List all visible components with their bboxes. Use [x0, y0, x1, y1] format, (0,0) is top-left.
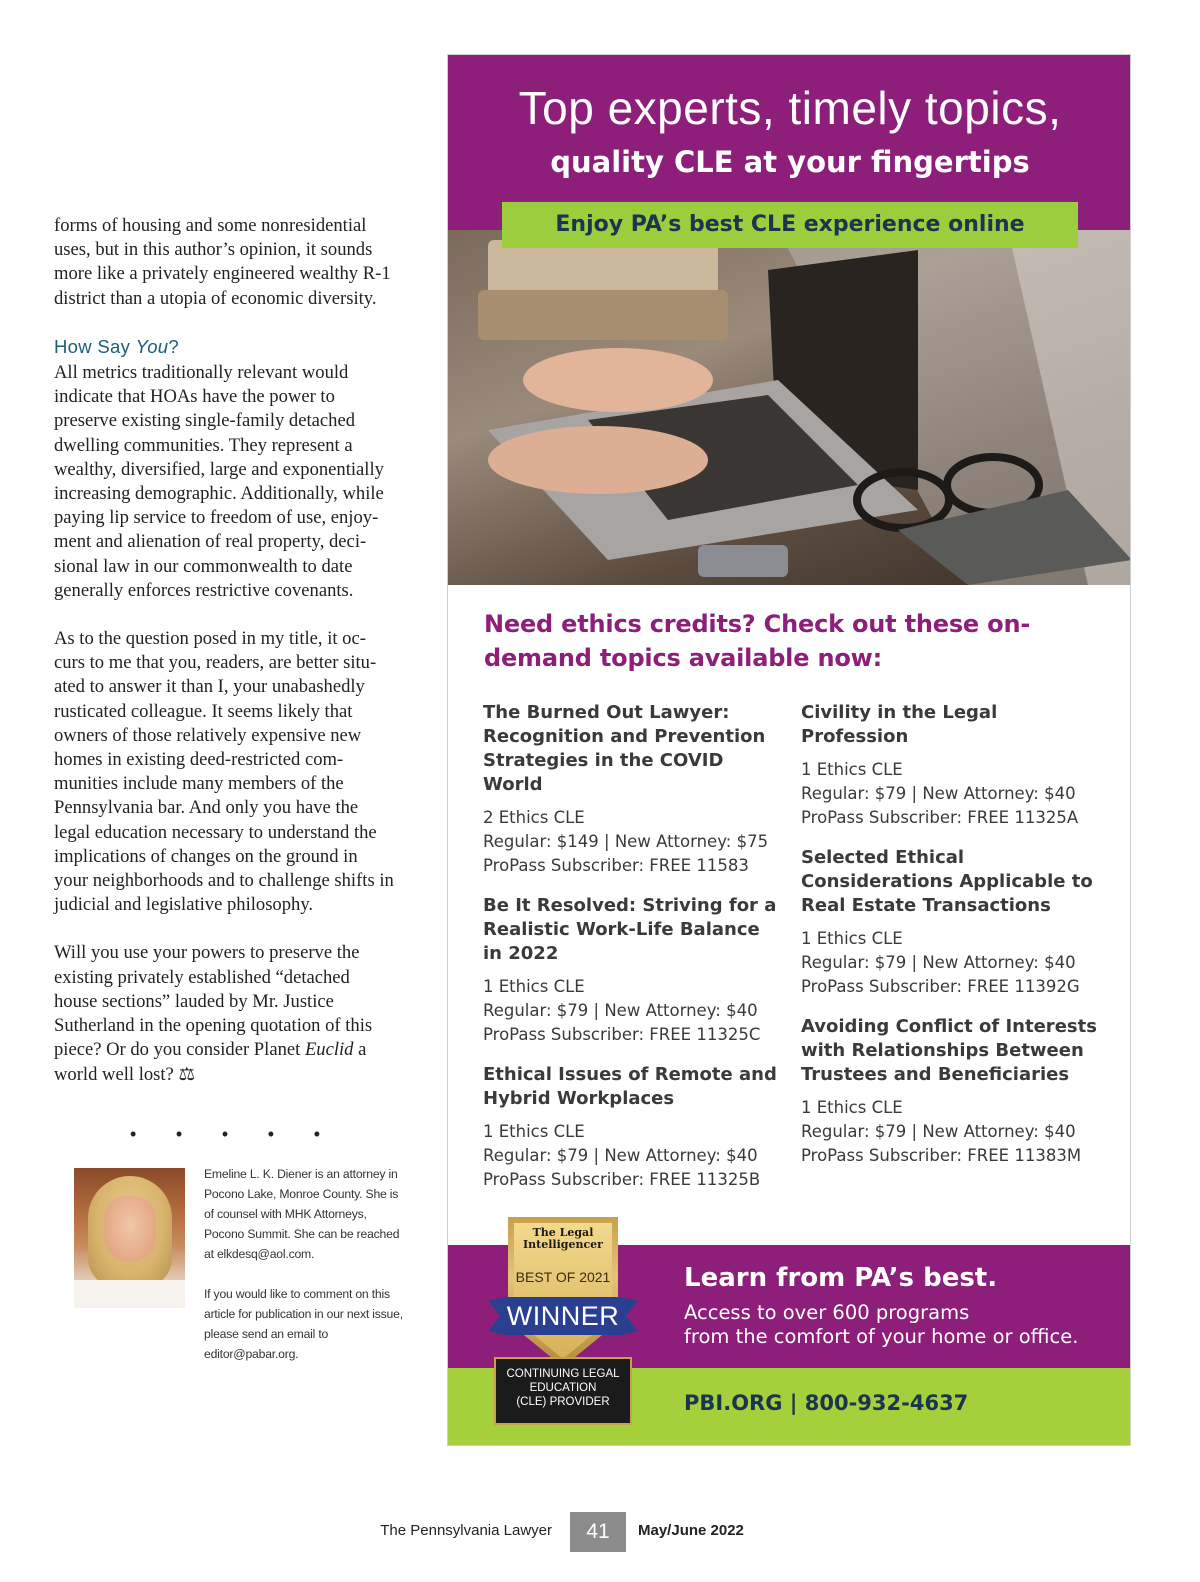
course-propass: ProPass Subscriber: FREE 11325C	[483, 1025, 761, 1044]
footer-issue: May/June 2022	[638, 1522, 744, 1539]
course-title: The Burned Out Lawyer: Recognition and Prevention Strategies in the COVID World	[483, 702, 766, 795]
course-propass: ProPass Subscriber: FREE 11383M	[801, 1146, 1082, 1165]
ad-subheadline: quality CLE at your fingertips	[550, 145, 1030, 179]
course-column-left	[483, 701, 783, 1208]
course-column-right	[801, 701, 1101, 1184]
course-price: Regular: $79 | New Attorney: $40	[483, 1001, 758, 1020]
article-paragraph: forms of housing and some nonresidential uses, but in this author’s opinion, it sounds more like a privately engineered wealthy R-1 district than a utopia of economic diversity.	[54, 215, 391, 309]
award-badge	[488, 1207, 638, 1431]
learn-title: Learn from PA’s best.	[684, 1263, 998, 1293]
course-credits: 1 Ethics CLE	[801, 929, 903, 948]
course-propass: ProPass Subscriber: FREE 11392G	[801, 977, 1080, 996]
comment-note: If you would like to comment on this article for publication in our next issue, please send an email to editor@pabar.org.	[204, 1287, 403, 1361]
separator-dot: •	[130, 1124, 137, 1144]
page-number: 41	[570, 1512, 626, 1552]
ad-headline: Top experts, timely topics,	[518, 82, 1062, 134]
course-item[interactable]	[801, 846, 1101, 999]
course-item[interactable]	[801, 1015, 1101, 1168]
course-price: Regular: $79 | New Attorney: $40	[801, 784, 1076, 803]
course-propass: ProPass Subscriber: FREE 11583	[483, 856, 749, 875]
course-title: Civility in the Legal Profession	[801, 702, 998, 747]
separator-dot: •	[313, 1124, 320, 1144]
course-price: Regular: $79 | New Attorney: $40	[483, 1146, 758, 1165]
course-credits: 1 Ethics CLE	[483, 977, 585, 996]
ethics-section-title: Need ethics credits? Check out these on-demand topics available now:	[484, 610, 1031, 672]
course-propass: ProPass Subscriber: FREE 11325A	[801, 808, 1079, 827]
course-title: Avoiding Conflict of Interests with Relationships Between Trustees and Beneficiaries	[801, 1016, 1097, 1085]
course-propass: ProPass Subscriber: FREE 11325B	[483, 1170, 761, 1189]
separator-dot: •	[221, 1124, 229, 1144]
section-separator	[130, 1124, 320, 1145]
course-item[interactable]	[483, 894, 783, 1047]
learn-subtitle: Access to over 600 programs from the comfort of your home or office.	[684, 1301, 1079, 1348]
ad-banner: Enjoy PA’s best CLE experience online	[502, 202, 1078, 248]
article-body	[54, 214, 394, 1111]
pbi-advertisement[interactable]	[447, 54, 1131, 1446]
article-paragraph: As to the question posed in my title, it oc-curs to me that you, readers, are better situ-ated to answer it than I, your unabashedly rusticated colleague. It seems likely that owners of those relatively expensive new homes in existing deed-restricted com-munities include many members of the Pennsylvania bar. And only you have the legal education necessary to understand the implications of changes on the ground in your neighborhoods and to challenge shifts in judicial and legislative philosophy.	[54, 628, 394, 916]
course-price: Regular: $79 | New Attorney: $40	[801, 1122, 1076, 1141]
separator-dot: •	[267, 1124, 275, 1144]
course-item[interactable]	[801, 701, 1101, 830]
course-credits: 2 Ethics CLE	[483, 808, 585, 827]
badge-best-of: BEST OF 2021	[515, 1269, 611, 1285]
course-item[interactable]	[483, 1063, 783, 1192]
course-title: Be It Resolved: Striving for a Realistic Work-Life Balance in 2022	[483, 895, 777, 964]
article-paragraph: All metrics traditionally relevant would indicate that HOAs have the power to preserve existing single-family detached dwelling communities. They represent a wealthy, diversified, large and exponentially increasing demographic. Additionally, while paying lip service to freedom of use, enjoy-ment and alienation of real property, deci-sional law in our commonwealth to date generally enforces restrictive covenants.	[54, 362, 384, 601]
course-item[interactable]	[483, 701, 783, 878]
bio-text: Emeline L. K. Diener is an attorney in Pocono Lake, Monroe County. She is of counsel with MHK Attorneys, Pocono Summit. She can be reached at elkdesq@aol.com.	[204, 1167, 400, 1261]
laptop-photo	[448, 230, 1131, 585]
course-price: Regular: $149 | New Attorney: $75	[483, 832, 769, 851]
course-credits: 1 Ethics CLE	[483, 1122, 585, 1141]
section-heading: How Say You?	[54, 335, 179, 357]
separator-dot: •	[175, 1124, 183, 1144]
course-title: Ethical Issues of Remote and Hybrid Workplaces	[483, 1064, 777, 1109]
course-title: Selected Ethical Considerations Applicable to Real Estate Transactions	[801, 847, 1093, 916]
course-price: Regular: $79 | New Attorney: $40	[801, 953, 1076, 972]
contact-link[interactable]: PBI.ORG | 800-932-4637	[684, 1391, 969, 1415]
course-credits: 1 Ethics CLE	[801, 760, 903, 779]
badge-plaque-text: CONTINUING LEGAL EDUCATION (CLE) PROVIDER	[506, 1368, 620, 1408]
badge-publication: The Legal Intelligencer	[523, 1226, 603, 1251]
author-photo	[74, 1168, 185, 1308]
footer-publication: The Pennsylvania Lawyer	[380, 1522, 552, 1539]
badge-winner: WINNER	[506, 1301, 620, 1331]
course-credits: 1 Ethics CLE	[801, 1098, 903, 1117]
article-paragraph: Will you use your powers to preserve the existing privately established “detached house sections” lauded by Mr. Justice Sutherland in the opening quotation of this piece? Or do you consider Planet Euclid a world well lost? ⚖	[54, 942, 373, 1085]
author-bio	[204, 1164, 404, 1384]
